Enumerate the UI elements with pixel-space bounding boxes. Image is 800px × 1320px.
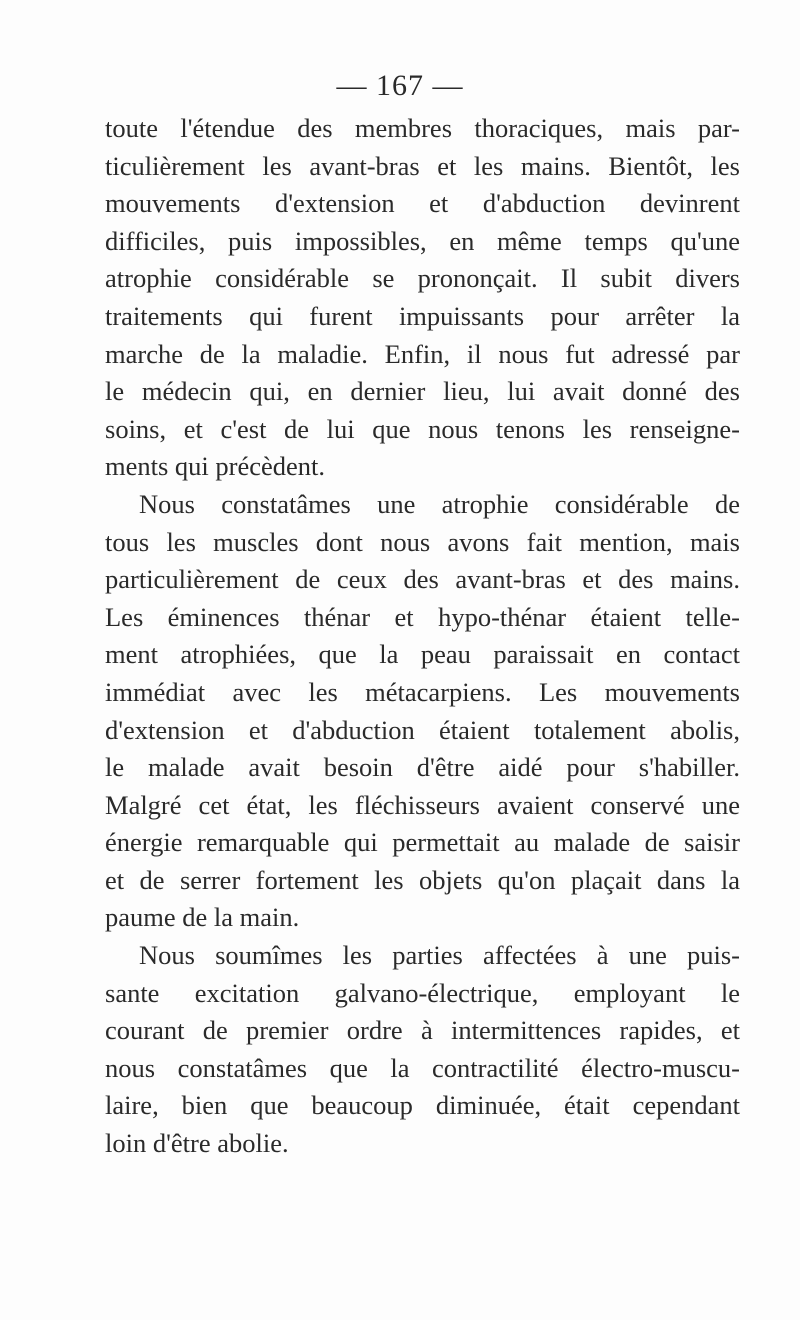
text-line: toute l'étendue des membres thoraciques, mais par- <box>105 113 740 143</box>
text-line: soins, et c'est de lui que nous tenons les renseigne- <box>105 413 740 444</box>
text-line: Malgré cet état, les fléchisseurs avaient conservé une <box>105 789 740 820</box>
text-line: énergie remarquable qui permettait au malade de saisir <box>105 827 740 858</box>
text-line: courant de premier ordre à intermittences rapides, et <box>105 1015 740 1046</box>
text-line: nous constatâmes que la contractilité électro-muscu- <box>105 1052 740 1083</box>
text-line: et de serrer fortement les objets qu'on plaçait dans la <box>105 864 740 895</box>
text-line: loin d'être abolie. <box>105 1128 289 1159</box>
paragraph-start-line: Nous constatâmes une atrophie considérable de <box>139 488 740 519</box>
text-line: ticulièrement les avant-bras et les mains. Bientôt, les <box>105 150 740 181</box>
text-line: mouvements d'extension et d'abduction devinrent <box>105 188 740 219</box>
text-line: immédiat avec les métacarpiens. Les mouvements <box>105 676 740 707</box>
text-line: atrophie considérable se prononçait. Il subit divers <box>105 263 740 294</box>
text-line: ments qui précèdent. <box>105 451 326 482</box>
text-line: marche de la maladie. Enfin, il nous fut adressé par <box>105 338 740 369</box>
text-line: traitements qui furent impuissants pour arrêter la <box>105 300 740 331</box>
text-line: le médecin qui, en dernier lieu, lui avait donné des <box>105 376 740 407</box>
text-line: Les éminences thénar et hypo-thénar étaient telle- <box>105 601 740 632</box>
text-line: difficiles, puis impossibles, en même temps qu'une <box>105 225 740 256</box>
paragraph-start-line: Nous soumîmes les parties affectées à une puis- <box>139 940 740 971</box>
page-number-header: — 167 — <box>336 69 464 102</box>
text-line: le malade avait besoin d'être aidé pour s'habiller. <box>105 752 740 783</box>
text-line: particulièrement de ceux des avant-bras et des mains. <box>105 564 740 595</box>
text-line: d'extension et d'abduction étaient totalement abolis, <box>105 714 740 745</box>
text-line: tous les muscles dont nous avons fait mention, mais <box>105 526 740 557</box>
text-line: laire, bien que beaucoup diminuée, était cependant <box>105 1090 740 1121</box>
body-text <box>105 110 740 1163</box>
text-line: ment atrophiées, que la peau paraissait en contact <box>105 639 740 670</box>
text-line: paume de la main. <box>105 902 300 933</box>
text-line: sante excitation galvano-électrique, employant le <box>105 977 740 1008</box>
